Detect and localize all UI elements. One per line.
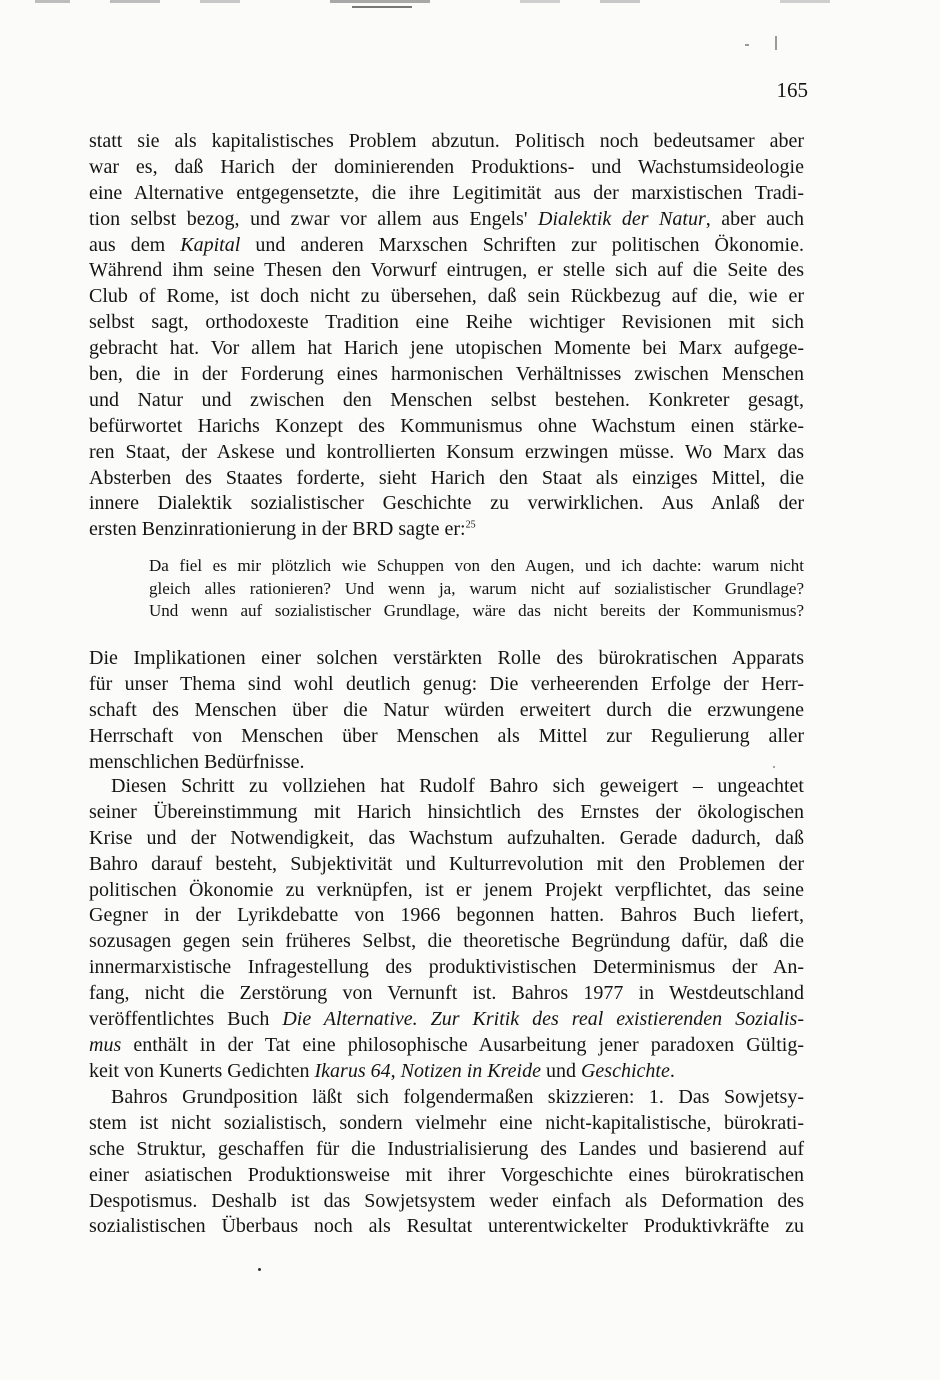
text-segment: keit von Kunerts Gedichten [89,1059,315,1082]
footnote-reference: 25 [465,519,476,531]
scan-mark [745,44,749,46]
text-line: ren Staat, der Askese und kontrollierten Konsum erzwingen müsse. Wo Marx das [89,440,804,463]
text-line: politischen Ökonomie zu verknüpfen, ist er jenem Projekt verpflichtet, das seine [89,878,804,901]
text-line: und Natur und zwischen den Menschen selbst bestehen. Konkreter gesagt, [89,388,804,411]
text-segment: und anderen Marxschen Schriften zur politischen Ökonomie. [240,233,804,256]
text-line: Da fiel es mir plötzlich wie Schuppen von den Augen, und ich dachte: warum nicht [149,556,804,575]
text-segment: . [669,1059,675,1082]
text-segment: , [390,1059,401,1082]
text-line: seiner Übereinstimmung mit Harich hinsichtlich des Ernstes der ökologischen [89,800,804,823]
scan-mark [775,36,777,50]
text-line: befürwortet Harichs Konzept des Kommunismus ohne Wachstum einen stärke- [89,414,804,437]
text-line: Diesen Schritt zu vollziehen hat Rudolf Bahro sich geweigert – ungeachtet [111,775,804,797]
text-line: eine Alternative entgegensetzte, die ihre Legitimität aus der marxistischen Tradi- [89,181,804,204]
text-segment: und [540,1059,581,1082]
text-line [89,207,804,233]
italic-title: Dialektik der Natur [538,207,706,230]
italic-title: Notizen in Kreide [400,1059,541,1082]
text-line: fang, nicht die Zerstörung von Vernunft ist. Bahros 1977 in Westdeutschland [89,982,804,1005]
text-line: schaft des Menschen über die Natur würden erweitert durch die erzwungene [89,698,804,721]
text-segment: tion selbst bezog, und zwar vor allem aus Engels' [89,207,538,230]
text-line: einer asiatischen Produktionsweise mit ihrer Vorgeschichte eines bürokratischen [89,1163,804,1186]
text-line: Bahro darauf besteht, Subjektivität und Kulturrevolution mit den Problemen der [89,852,804,875]
text-line [89,1033,804,1059]
text-line: Die Implikationen einer solchen verstärkten Rolle des bürokratischen Apparats [89,647,804,669]
text-line [89,233,804,259]
scan-speck [258,1268,261,1271]
text-line: menschlichen Bedürfnisse. [89,750,305,773]
paragraph-2 [89,646,804,775]
text-segment: aus dem [89,233,181,256]
text-line: stem ist nicht sozialistisch, sondern vielmehr eine nicht-kapitalistische, bürokrati- [89,1111,804,1134]
text-line: Bahros Grundposition läßt sich folgendermaßen skizzieren: 1. Das Sowjetsy- [111,1086,804,1108]
text-line: Krise und der Notwendigkeit, das Wachstum aufzuhalten. Gerade dadurch, daß [89,826,804,849]
text-line: Club of Rome, ist doch nicht zu übersehen, daß sein Rückbezug auf die, wie er [89,285,804,308]
block-quote [149,555,804,623]
text-line: sche Struktur, geschaffen für die Industrialisierung des Landes und basierend auf [89,1137,804,1160]
text-line: Herrschaft von Menschen über Menschen als Mittel zur Regulierung aller [89,724,804,747]
italic-title: Geschichte [580,1059,670,1082]
text-line: gebracht hat. Vor allem hat Harich jene utopischen Momente bei Marx aufgege- [89,337,804,360]
text-line: ben, die in der Forderung eines harmonischen Verhältnisses zwischen Menschen [89,363,804,386]
italic-title: Kapital [180,233,241,256]
paragraph-3 [89,774,804,1085]
text-line: Gegner in der Lyrikdebatte von 1966 begonnen hatten. Bahros Buch liefert, [89,904,804,927]
text-line: sozusagen gegen sein früheres Selbst, die theoretische Begründung dafür, daß die [89,930,804,953]
paragraph-4 [89,1085,804,1240]
text-line: statt sie als kapitalistisches Problem abzutun. Politisch noch bedeutsamer aber [89,130,804,152]
italic-title: Ikarus 64 [314,1059,391,1082]
text-line: für unser Thema sind wohl deutlich genug: Die verheerenden Erfolge der Herr- [89,672,804,695]
text-line: Und wenn auf sozialistischer Grundlage, wäre das nicht bereits der Kommunismus? [149,601,804,620]
text-line: gleich alles rationieren? Und wenn ja, warum nicht auf sozialistischer Grundlage? [149,578,804,598]
scan-top-edge [0,0,940,3]
scan-mark [352,6,412,8]
text-line: innermarxistische Infragestellung des produktivistischen Determinismus der An- [89,956,804,979]
text-line [89,1059,804,1085]
text-line: selbst sagt, orthodoxeste Tradition eine Reihe wichtiger Revisionen mit sich [89,311,804,334]
text-segment: enthält in der Tat eine philosophische Ausarbeitung jener paradoxen Gültig- [121,1033,804,1056]
text-line: sozialistischen Überbaus noch als Resultat unterentwickelter Produktivkräfte zu [89,1215,804,1238]
italic-title: mus [89,1033,122,1056]
text-line: Despotismus. Deshalb ist das Sowjetsystem weder einfach als Deformation des [89,1189,804,1212]
paragraph-1 [89,129,804,543]
text-segment: veröffentlichtes Buch [89,1008,283,1031]
text-line [89,1007,804,1033]
text-line: Während ihm seine Thesen den Vorwurf eintrugen, er stelle sich auf die Seite des [89,259,804,282]
text-line: innere Dialektik sozialistischer Geschichte zu verwirklichen. Aus Anlaß der [89,492,804,515]
text-segment: , aber auch [705,207,805,230]
scan-speck [773,766,775,768]
text-line: Absterben des Staates forderte, sieht Harich den Staat als einziges Mittel, die [89,466,804,489]
text-line: war es, daß Harich der dominierenden Produktions- und Wachstumsideologie [89,155,804,178]
italic-title: Die Alternative. Zur Kritik des real existierenden Sozialis- [282,1008,805,1031]
text-line: ersten Benzinrationierung in der BRD sagte er:$^{25}$ [89,518,476,541]
page-number: 165 [776,78,808,102]
